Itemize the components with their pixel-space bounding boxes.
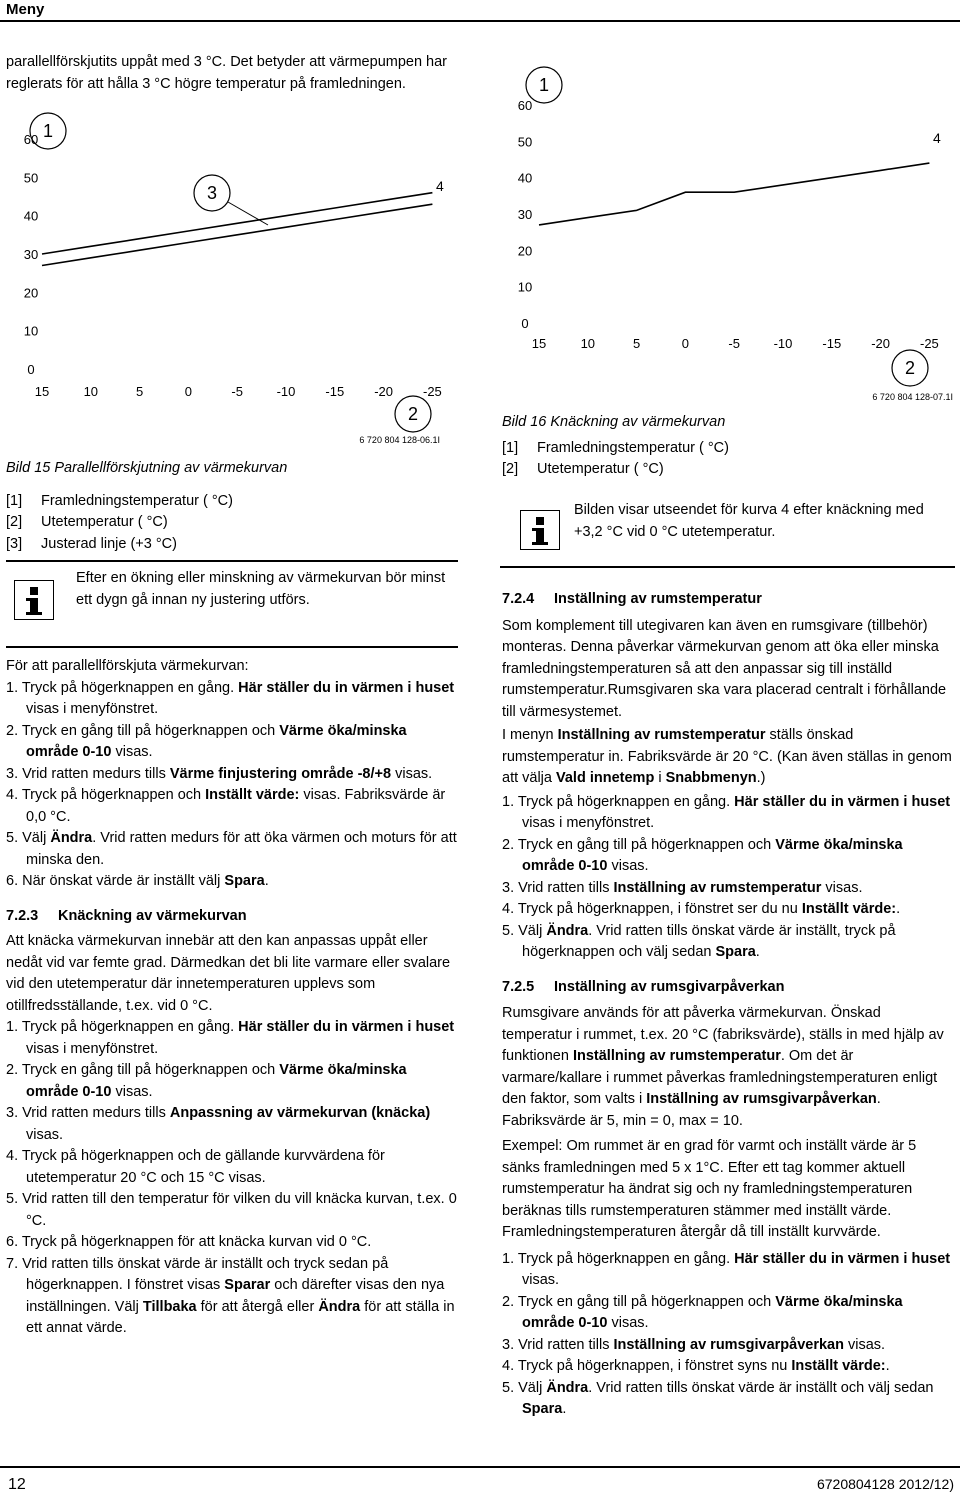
legend-value: Utetemperatur ( °C) <box>537 461 664 477</box>
section-number: 7.2.3 <box>6 907 39 924</box>
x-tick-label: -20 <box>374 384 393 399</box>
legend-key: [3] <box>6 535 23 552</box>
fig15-legend-item <box>6 491 456 513</box>
text-run: . <box>562 1401 567 1417</box>
text-run: visas. <box>111 1083 153 1100</box>
text-run: visas. <box>522 1272 560 1288</box>
text-run: . <box>264 873 269 889</box>
info-note-left <box>6 560 458 648</box>
sec725-body1 <box>502 1003 954 1132</box>
fig15-callout-3: 3 <box>206 183 218 203</box>
text-run: visas. <box>111 744 153 760</box>
series-line <box>42 193 432 254</box>
text-run: 5. Välj <box>6 830 51 846</box>
left-body <box>6 656 461 1340</box>
y-tick-label: 20 <box>517 243 533 259</box>
step-item <box>502 1335 954 1357</box>
fig16-caption-block <box>502 412 952 481</box>
text-run: 6. Tryck på högerknappen för att knäcka kurvan vid 0 °C. <box>6 1234 372 1250</box>
document-id: 6720804128 2012/12) <box>816 1476 954 1492</box>
fig15-legend-item <box>6 512 456 534</box>
y-tick-label: 50 <box>517 134 533 150</box>
text-run: visas i menyfönstret. <box>522 815 655 831</box>
text-run: . Fabriksvärde är 5, min = 0, max = 10. <box>502 1091 881 1129</box>
text-run: 2. Tryck en gång till på högerknappen och <box>502 1293 776 1310</box>
shift-intro: För att parallellförskjuta värmekurvan: <box>6 658 249 674</box>
text-run: I menyn <box>502 727 558 743</box>
fig15-callout-2: 2 <box>407 404 419 424</box>
y-tick-label: 40 <box>517 170 533 186</box>
text-run: 1. Tryck på högerknappen en gång. <box>6 679 239 696</box>
knee-steps-list <box>6 1017 461 1340</box>
fig15-curve-4-label: 4 <box>436 178 444 194</box>
text-run: Rumsgivare används för att påverka värmekurvan. Önskad temperatur i rummet, t.ex. 20 °C (fabriksvärde), ställs in med hjälp av funktionen <box>502 1005 944 1064</box>
step-item <box>502 792 954 835</box>
text-run: visas i menyfönstret. <box>26 1040 159 1057</box>
legend-value: Utetemperatur ( °C) <box>41 514 168 530</box>
x-tick-label: -10 <box>773 336 793 351</box>
step-item <box>6 1232 461 1254</box>
step-item <box>6 764 461 786</box>
series-line <box>42 204 432 265</box>
text-run: . <box>885 1358 890 1374</box>
text-run: 1. Tryck på högerknappen en gång. <box>6 1019 239 1035</box>
info-rule-bottom <box>6 646 458 648</box>
info-rule-top <box>6 560 458 562</box>
x-tick-label: -10 <box>276 384 296 399</box>
info-text: Bilden visar utseendet för kurva 4 efter knäckning med +3,2 °C vid 0 °C utetemperatur. <box>574 502 924 540</box>
emphasis-text: Här ställer du in värmen i huset <box>734 793 951 810</box>
section-title: Inställning av rumstemperatur <box>554 591 762 607</box>
y-tick-label: 40 <box>23 208 39 224</box>
x-tick-label: -5 <box>231 384 243 399</box>
emphasis-text: Vald innetemp <box>556 770 655 786</box>
legend-value: Framledningstemperatur ( °C) <box>537 439 729 456</box>
text-run: . <box>755 944 760 960</box>
text-run: .) <box>756 770 766 786</box>
fig16-caption: Bild 16 Knäckning av värmekurvan <box>502 414 726 430</box>
x-tick-label: -15 <box>822 336 842 351</box>
fig16-code: 6 720 804 128-07.1I <box>872 392 953 402</box>
intro-text: parallellförskjutits uppåt med 3 °C. Det betyder att värmepumpen har reglerats för att hålla 3 °C högre temperatur på framledningen. <box>6 54 448 92</box>
step-item <box>6 1103 461 1146</box>
emphasis-text: Värme öka/minska område 0-10 <box>522 1293 903 1331</box>
step-item <box>6 1146 461 1189</box>
header-title: Meny <box>6 1 45 18</box>
emphasis-text: Snabbmenyn <box>665 770 757 786</box>
y-tick-label: 60 <box>23 132 39 147</box>
text-run: 4. Tryck på högerknappen, i fönstret ser du nu <box>502 901 802 917</box>
emphasis-text: Spara <box>224 873 265 889</box>
text-run: visas. Fabriksvärde är 0,0 °C. <box>26 787 446 825</box>
legend-key: [2] <box>502 461 519 477</box>
step-item <box>6 678 461 721</box>
emphasis-text: Här ställer du in värmen i huset <box>238 1019 455 1035</box>
emphasis-text: Ändra <box>546 922 589 939</box>
fig15-y-ticks <box>24 132 38 377</box>
step-item <box>6 1254 461 1340</box>
right-body <box>502 589 954 1421</box>
sec724-body1: Som komplement till utegivaren kan även en rumsgivare (tillbehör) monteras. Denna påverkar värmekurvan genom att öka eller minska framledningstemperaturen så att den anpassar sig till inställd rumstemperatur.Rumsgivaren ska vara placerad centralt i förhållande till värmesystemet. <box>502 617 947 720</box>
x-tick-label: 0 <box>184 384 193 399</box>
text-run: 3. Vrid ratten tills <box>502 879 614 896</box>
emphasis-text: Inställning av rumstemperatur <box>572 1048 781 1064</box>
x-tick-label: 15 <box>531 336 547 351</box>
y-tick-label: 10 <box>23 323 39 339</box>
intro-paragraph <box>6 52 456 95</box>
shift-steps-list <box>6 678 461 893</box>
sec724-body2 <box>502 725 954 790</box>
text-run: visas. <box>391 765 433 782</box>
text-run: visas. <box>821 879 863 896</box>
emphasis-text: Inställning av rumsgivarpåverkan <box>646 1091 877 1107</box>
fig15-code: 6 720 804 128-06.1I <box>359 435 440 445</box>
text-run: 1. Tryck på högerknappen en gång. <box>502 793 735 810</box>
fig15-x-ticks <box>35 384 442 399</box>
page-number: 12 <box>8 1476 26 1493</box>
legend-value: Framledningstemperatur ( °C) <box>41 492 233 509</box>
x-tick-label: -25 <box>423 384 442 399</box>
text-run: . Vrid ratten medurs för att öka värmen och moturs för att minska den. <box>26 830 457 868</box>
info-rule-bottom <box>500 566 955 568</box>
sensor-steps-list <box>502 1249 954 1421</box>
y-tick-label: 30 <box>517 207 533 222</box>
room-steps-list <box>502 792 954 964</box>
emphasis-text: Inställt värde: <box>801 901 897 917</box>
x-tick-label: -5 <box>728 336 740 351</box>
section-title: Inställning av rumsgivarpåverkan <box>554 978 785 995</box>
emphasis-text: Värme öka/minska område 0-10 <box>26 722 407 760</box>
fig16-y-ticks <box>518 98 532 331</box>
fig16-callout-1: 1 <box>538 75 550 95</box>
emphasis-text: Här ställer du in värmen i huset <box>734 1250 951 1267</box>
step-item <box>6 785 461 828</box>
text-run: 4. Tryck på högerknappen, i fönstret syns nu <box>502 1358 792 1374</box>
page-footer <box>0 1466 960 1493</box>
emphasis-text: Inställt värde: <box>205 787 300 803</box>
text-run: ställs önskad rumstemperatur in. Fabriksvärde är 20 °C. (Kan även ställas in genom att välja <box>502 727 952 786</box>
text-run: 2. Tryck en gång till på högerknappen och <box>502 836 776 853</box>
step-item <box>502 835 954 878</box>
fig16-series <box>539 163 929 225</box>
emphasis-text: Värme finjustering område -8/+8 <box>169 765 392 782</box>
section-heading-725 <box>502 977 954 999</box>
emphasis-text: Här ställer du in värmen i huset <box>238 679 455 696</box>
text-run: 6. När önskat värde är inställt välj <box>6 873 225 889</box>
text-run: 2. Tryck en gång till på högerknappen och <box>6 1062 280 1078</box>
figure-15-chart <box>0 100 470 460</box>
legend-value: Justerad linje (+3 °C) <box>41 535 177 552</box>
y-tick-label: 20 <box>23 285 39 301</box>
emphasis-text: Ändra <box>50 830 93 846</box>
fig16-x-ticks <box>532 336 939 351</box>
step-item <box>6 1189 461 1232</box>
x-tick-label: 5 <box>135 384 144 399</box>
emphasis-text: Spara <box>522 1401 563 1417</box>
sec725-body2: Exempel: Om rummet är en grad för varmt och inställt värde är 5 sänks framledningen med 5 x 1°C. Efter ett tag kommer aktuell rumstemperatur ha ändrat sig och ny framledningstemperaturen beräknas tills rumstemperaturen stämmer med inställt värde. Framledningstemperaturen återgår då till inställt kurvvärde. <box>502 1138 917 1240</box>
text-run: för att återgå eller <box>196 1298 319 1315</box>
section-title: Knäckning av värmekurvan <box>58 907 247 924</box>
info-icon <box>520 510 560 550</box>
y-tick-label: 10 <box>517 279 533 295</box>
series-line <box>539 163 929 225</box>
step-item <box>502 899 954 921</box>
section-heading-724 <box>502 589 954 611</box>
text-run: för att ställa in ett annat värde. <box>26 1298 455 1336</box>
y-tick-label: 50 <box>23 170 39 186</box>
fig15-caption: Bild 15 Parallellförskjutning av värmekurvan <box>6 460 288 476</box>
step-item <box>6 1017 461 1060</box>
emphasis-text: Inställt värde: <box>791 1358 886 1374</box>
legend-key: [1] <box>502 439 519 456</box>
y-tick-label: 0 <box>521 316 529 331</box>
text-run: . <box>896 901 901 917</box>
fig16-legend-item <box>502 459 952 481</box>
text-run: i <box>654 770 666 786</box>
text-run: 3. Vrid ratten tills <box>502 1336 614 1353</box>
step-item <box>502 1249 954 1292</box>
x-tick-label: 10 <box>580 336 596 351</box>
info-text: Efter en ökning eller minskning av värmekurvan bör minst ett dygn gå innan ny justering utförs. <box>76 570 446 608</box>
emphasis-text: Sparar <box>224 1277 271 1293</box>
emphasis-text: Ändra <box>546 1379 589 1396</box>
text-run: 7. Vrid ratten tills önskat värde är inställt och tryck sedan på högerknappen. I fönstret visas <box>6 1255 389 1293</box>
emphasis-text: Inställning av rumstemperatur <box>557 727 766 743</box>
text-run: 1. Tryck på högerknappen en gång. <box>502 1250 735 1267</box>
fig15-callout-1: 1 <box>42 121 54 141</box>
x-tick-label: -15 <box>325 384 345 399</box>
text-run: . Vrid ratten tills önskat värde är inställt, tryck på högerknappen och välj sedan <box>522 922 896 960</box>
emphasis-text: Inställning av rumstemperatur <box>613 879 822 896</box>
emphasis-text: Inställning av rumsgivarpåverkan <box>613 1336 844 1353</box>
step-item <box>502 1292 954 1335</box>
emphasis-text: Ändra <box>318 1298 361 1315</box>
emphasis-text: Värme öka/minska område 0-10 <box>522 836 903 874</box>
step-item <box>502 921 954 964</box>
text-run: visas i menyfönstret. <box>26 701 159 717</box>
step-item <box>6 721 461 764</box>
info-icon <box>14 580 54 620</box>
x-tick-label: -25 <box>920 336 939 351</box>
emphasis-text: Värme öka/minska område 0-10 <box>26 1062 407 1100</box>
emphasis-text: Tillbaka <box>142 1298 197 1315</box>
step-item <box>502 878 954 900</box>
section-number: 7.2.4 <box>502 591 535 607</box>
text-run: visas. <box>843 1336 886 1353</box>
y-tick-label: 0 <box>27 362 35 377</box>
page-header <box>0 0 960 22</box>
x-tick-label: 15 <box>34 384 50 399</box>
text-run: . Om det är varmare/kallare i rummet påverkas framledningstemperaturen enligt den faktor, som valts i <box>502 1048 938 1107</box>
emphasis-text: Spara <box>715 944 756 960</box>
text-run: 3. Vrid ratten medurs tills <box>6 1105 170 1121</box>
step-item <box>6 871 461 893</box>
y-tick-label: 30 <box>23 247 39 262</box>
text-run: 2. Tryck en gång till på högerknappen och <box>6 722 280 739</box>
sec723-body: Att knäcka värmekurvan innebär att den kan anpassas uppåt eller nedåt vid var femte grad. Därmedkan det bli lite varmare eller svalare vid den utetemperatur där innetemperaturen upplevs som otillfredsställande, t.ex. vid 0 °C. <box>6 933 451 1014</box>
text-run: 5. Välj <box>502 922 547 939</box>
text-run: visas. <box>607 1315 649 1331</box>
text-run: 4. Tryck på högerknappen och de gällande kurvvärdena för utetemperatur 20 °C och 15 °C visas. <box>6 1148 385 1186</box>
fig15-legend-item <box>6 534 456 556</box>
x-tick-label: 0 <box>681 336 690 351</box>
section-heading-723 <box>6 906 461 928</box>
legend-key: [2] <box>6 514 23 530</box>
text-run: 5. Välj <box>502 1379 547 1396</box>
text-run: visas. <box>26 1126 64 1143</box>
fig15-caption-block <box>6 458 456 555</box>
step-item <box>502 1378 954 1421</box>
step-item <box>6 828 461 871</box>
step-item <box>502 1356 954 1378</box>
x-tick-label: 10 <box>83 384 99 399</box>
text-run: . Vrid ratten tills önskat värde är inställt och välj sedan <box>588 1379 934 1396</box>
text-run: och därefter visas den nya inställningen. Välj <box>26 1277 445 1315</box>
section-number: 7.2.5 <box>502 978 535 995</box>
text-run: 5. Vrid ratten till den temperatur för vilken du vill knäcka kurvan, t.ex. 0 °C. <box>6 1191 457 1229</box>
info-note-right <box>500 488 955 568</box>
figure-16-chart <box>495 60 960 405</box>
fig16-callout-2: 2 <box>904 358 916 378</box>
emphasis-text: Anpassning av värmekurvan (knäcka) <box>169 1105 431 1121</box>
fig16-legend-item <box>502 438 952 460</box>
legend-key: [1] <box>6 492 23 509</box>
fig15-series <box>42 193 432 266</box>
y-tick-label: 60 <box>517 98 533 113</box>
text-run: visas. <box>607 858 649 874</box>
step-item <box>6 1060 461 1103</box>
text-run: 4. Tryck på högerknappen och <box>6 787 206 803</box>
fig16-curve-4-label: 4 <box>933 130 941 146</box>
x-tick-label: 5 <box>632 336 641 351</box>
text-run: 3. Vrid ratten medurs tills <box>6 765 170 782</box>
x-tick-label: -20 <box>871 336 890 351</box>
